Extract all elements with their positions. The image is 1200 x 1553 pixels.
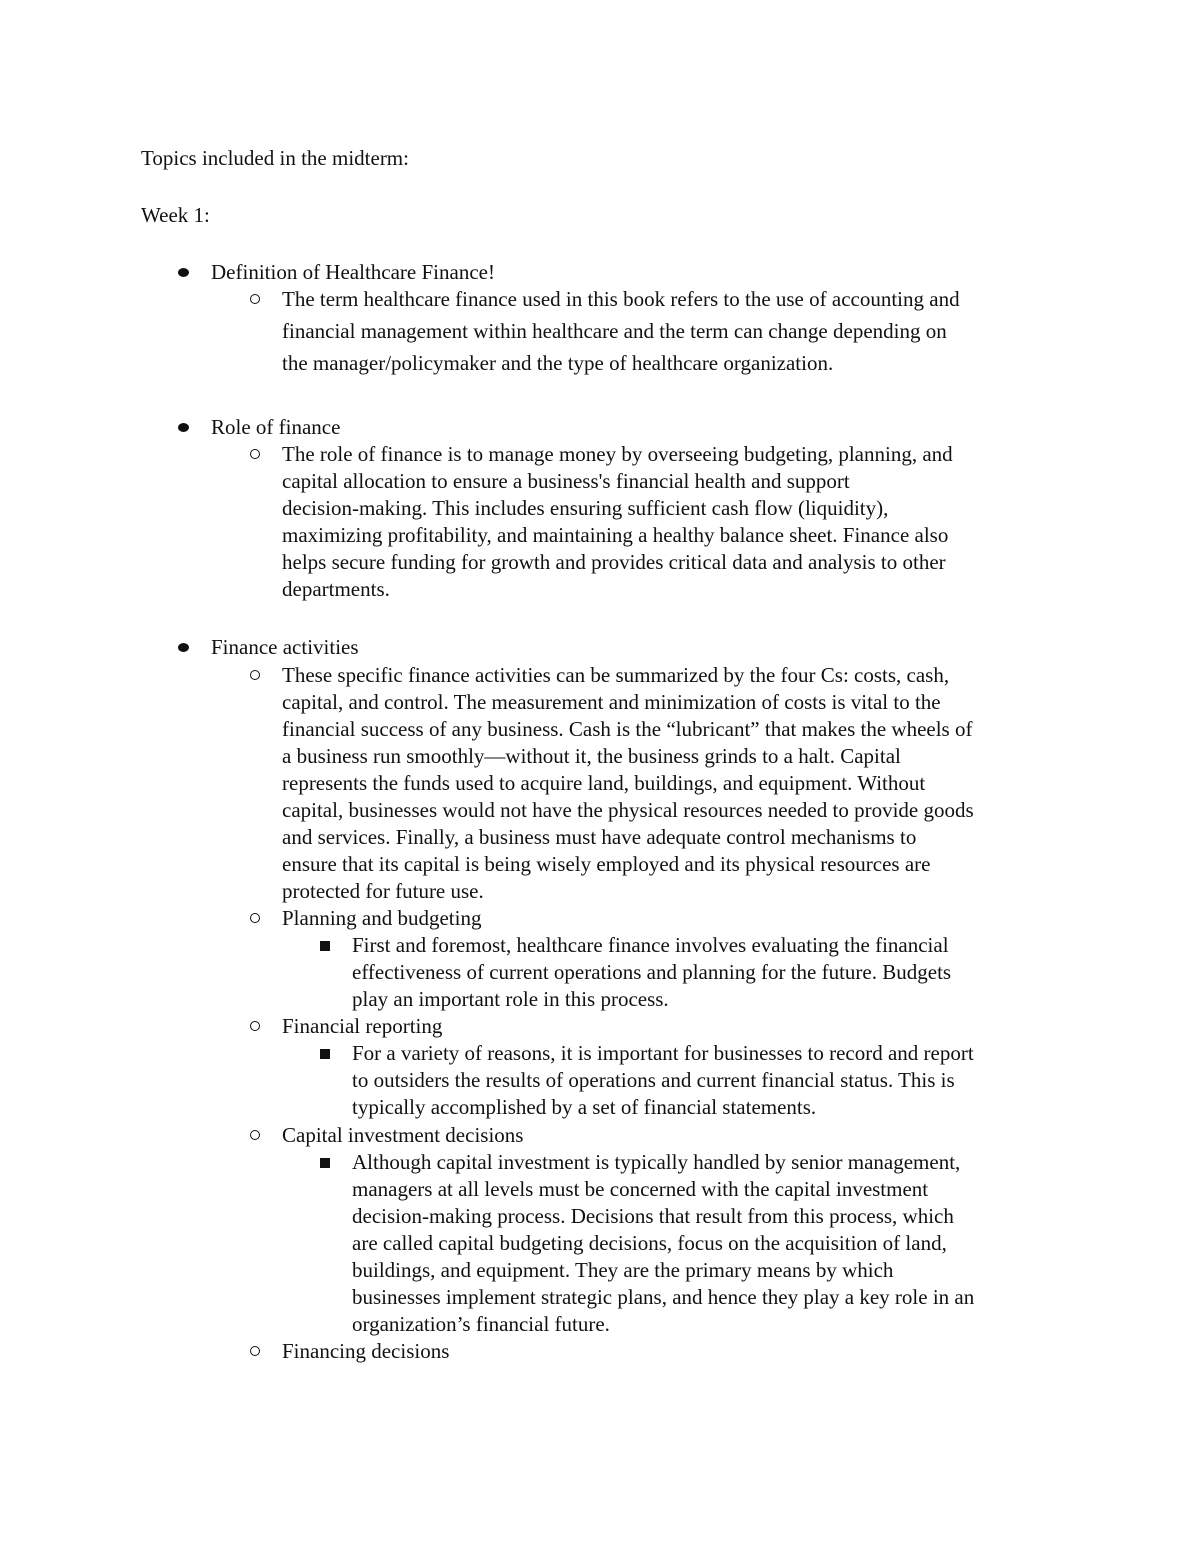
document-heading: Topics included in the midterm:: [141, 146, 409, 170]
paragraph-line: Although capital investment is typically handled by senior management,: [352, 1150, 961, 1174]
paragraph-line: capital, and control. The measurement and minimization of costs is vital to the: [282, 690, 941, 714]
paragraph-line: financial success of any business. Cash is the “lubricant” that makes the wheels of: [282, 717, 973, 741]
subsection-title: Financial reporting: [282, 1014, 443, 1038]
paragraph-line: to outsiders the results of operations and current financial status. This is: [352, 1068, 955, 1092]
bullet-circle-icon: [250, 1021, 260, 1031]
subsection-title: Financing decisions: [282, 1339, 450, 1363]
bullet-disc-icon: [178, 268, 189, 277]
paragraph-line: organization’s financial future.: [352, 1312, 610, 1336]
paragraph-line: a business run smoothly—without it, the business grinds to a halt. Capital: [282, 744, 901, 768]
bullet-circle-icon: [250, 449, 260, 459]
bullet-disc-icon: [178, 423, 189, 432]
paragraph-line: and services. Finally, a business must have adequate control mechanisms to: [282, 825, 917, 849]
bullet-circle-icon: [250, 294, 260, 304]
paragraph-line: maximizing profitability, and maintaining a healthy balance sheet. Finance also: [282, 523, 949, 547]
paragraph-line: financial management within healthcare and the term can change depending on: [282, 319, 947, 343]
section-title: Role of finance: [211, 415, 341, 439]
paragraph-line: typically accomplished by a set of financial statements.: [352, 1095, 817, 1119]
bullet-square-icon: [320, 941, 330, 951]
paragraph-line: helps secure funding for growth and provides critical data and analysis to other: [282, 550, 946, 574]
paragraph-line: capital allocation to ensure a business's financial health and support: [282, 469, 850, 493]
paragraph-line: represents the funds used to acquire land, buildings, and equipment. Without: [282, 771, 926, 795]
paragraph-line: These specific finance activities can be summarized by the four Cs: costs, cash,: [282, 663, 950, 687]
section-title: Definition of Healthcare Finance!: [211, 260, 495, 284]
paragraph-line: decision-making process. Decisions that result from this process, which: [352, 1204, 954, 1228]
paragraph-line: protected for future use.: [282, 879, 484, 903]
paragraph-line: The role of finance is to manage money by overseeing budgeting, planning, and: [282, 442, 953, 466]
bullet-circle-icon: [250, 1346, 260, 1356]
paragraph-line: play an important role in this process.: [352, 987, 669, 1011]
week-label: Week 1:: [141, 203, 210, 227]
paragraph-line: effectiveness of current operations and planning for the future. Budgets: [352, 960, 952, 984]
paragraph-line: ensure that its capital is being wisely employed and its physical resources are: [282, 852, 931, 876]
bullet-square-icon: [320, 1158, 330, 1168]
paragraph-line: First and foremost, healthcare finance involves evaluating the financial: [352, 933, 949, 957]
paragraph-line: For a variety of reasons, it is important for businesses to record and report: [352, 1041, 974, 1065]
subsection-title: Planning and budgeting: [282, 906, 482, 930]
paragraph-line: are called capital budgeting decisions, focus on the acquisition of land,: [352, 1231, 947, 1255]
paragraph-line: capital, businesses would not have the physical resources needed to provide goods: [282, 798, 974, 822]
paragraph-line: The term healthcare finance used in this book refers to the use of accounting and: [282, 287, 960, 311]
bullet-square-icon: [320, 1049, 330, 1059]
subsection-title: Capital investment decisions: [282, 1123, 524, 1147]
bullet-circle-icon: [250, 1130, 260, 1140]
paragraph-line: decision-making. This includes ensuring sufficient cash flow (liquidity),: [282, 496, 889, 520]
section-title: Finance activities: [211, 635, 359, 659]
paragraph-line: managers at all levels must be concerned with the capital investment: [352, 1177, 929, 1201]
bullet-circle-icon: [250, 913, 260, 923]
paragraph-line: the manager/policymaker and the type of healthcare organization.: [282, 351, 834, 375]
paragraph-line: businesses implement strategic plans, and hence they play a key role in an: [352, 1285, 975, 1309]
paragraph-line: departments.: [282, 577, 390, 601]
bullet-circle-icon: [250, 670, 260, 680]
bullet-disc-icon: [178, 643, 189, 652]
paragraph-line: buildings, and equipment. They are the primary means by which: [352, 1258, 894, 1282]
